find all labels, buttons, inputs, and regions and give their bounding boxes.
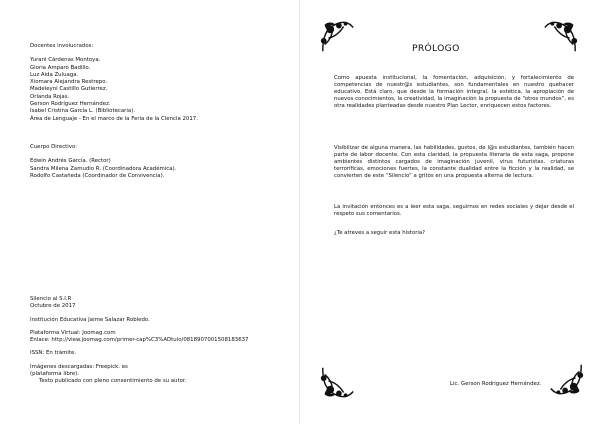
floral-corner-icon xyxy=(318,18,356,56)
docentes-heading: Docentes involucrados: xyxy=(30,43,94,49)
publication-date: Octubre de 2017 xyxy=(30,303,76,310)
cuerpo-item: Edwin Andrés García. (Rector) xyxy=(30,158,111,165)
docente-item: Gerson Rodríguez Hernández. xyxy=(30,101,111,108)
docentes-section xyxy=(30,43,285,123)
docente-item: Luz Aida Zuluaga. xyxy=(30,71,79,78)
issn: ISSN: En trámite. xyxy=(30,350,77,357)
cuerpo-item: Rodolfo Castañeda (Coordinador de Convivencia). xyxy=(30,172,165,179)
prologue-question: ¿Te atreves a seguir esta historia? xyxy=(334,230,426,236)
prologue-paragraph: La invitación entonces es a leer esta saga, seguirnos en redes sociales y dejar desde el respeto sus comentarios. xyxy=(334,204,574,218)
link: Enlace: http://view.joomag.com/primer-cap%C3%ADtulo/0818907001508183637 xyxy=(30,337,249,344)
colophon xyxy=(30,296,285,386)
prologue-signature: Lic. Gerson Rodriguez Hernández. xyxy=(450,381,542,387)
docente-item: Yurani Cárdenas Montoya. xyxy=(30,57,101,64)
floral-corner-icon xyxy=(542,18,580,56)
images-credit: (plataforma libre). xyxy=(30,371,79,378)
prologue-title: PRÓLOGO xyxy=(412,43,460,54)
prologue-paragraph: Como apuesta institucional, la fomentación, adquisición, y fortalecimiento de competencias de nuestr@s estudiantes, son fundamentales en nuestro quehacer educativo. Está claro, que desde la formación integral, la estética, la apropiación de nuevos conocimientos, la creatividad, la imaginación la propuesta de “otros mundos”, es otra realidades planteadas desde nuestro Plan Lector, enriquecen estos factores. xyxy=(334,75,574,110)
institution: Institución Educativa Jaime Salazar Robledo. xyxy=(30,316,150,323)
docente-item: Madeleyni Castillo Gutierrez. xyxy=(30,86,108,93)
images-credit: Imágenes descargadas: Freepick. es xyxy=(30,363,128,370)
docente-item: Xiomara Alejandra Restrepo. xyxy=(30,79,108,86)
cuerpo-heading: Cuerpo Directivo: xyxy=(30,144,78,150)
floral-corner-icon xyxy=(318,363,356,401)
cuerpo-section xyxy=(30,144,285,180)
docente-item: Área de Lenguaje - En el marco de la Feria de la Ciencia 2017. xyxy=(30,115,198,122)
cuerpo-item: Sandra Milena Zamudio R. (Coordinadora Académica). xyxy=(30,165,177,172)
book-title: Silencio al S.I.R xyxy=(30,296,72,302)
platform: Plataforma Virtual: Joomag.com xyxy=(30,329,116,336)
docente-item: Isabel Cristina García L. (Bibliotecaria). xyxy=(30,108,136,115)
docente-item: Orlanda Rojas. xyxy=(30,93,70,100)
docente-item: Gloria Amparo Badillo. xyxy=(30,64,91,71)
prologue-paragraph: Visibilizar de alguna manera, las habilidades, gustos, de l@s estudiantes, también hacen parte de labor docente. Con esta claridad, la propuesta literaria de esta saga, propone ambientes distintos cargados de imaginación juvenil, virus futuristas, criaturas terroríficas, emociones fuertes, la constante dualidad entre la ficción y la realidad, se convierten de este “Silencio” a gritos en una propuesta alterna de lectura. xyxy=(334,145,574,180)
author-consent: Texto publicado con pleno consentimiento de su autor. xyxy=(39,378,187,385)
floral-corner-icon xyxy=(548,360,586,398)
